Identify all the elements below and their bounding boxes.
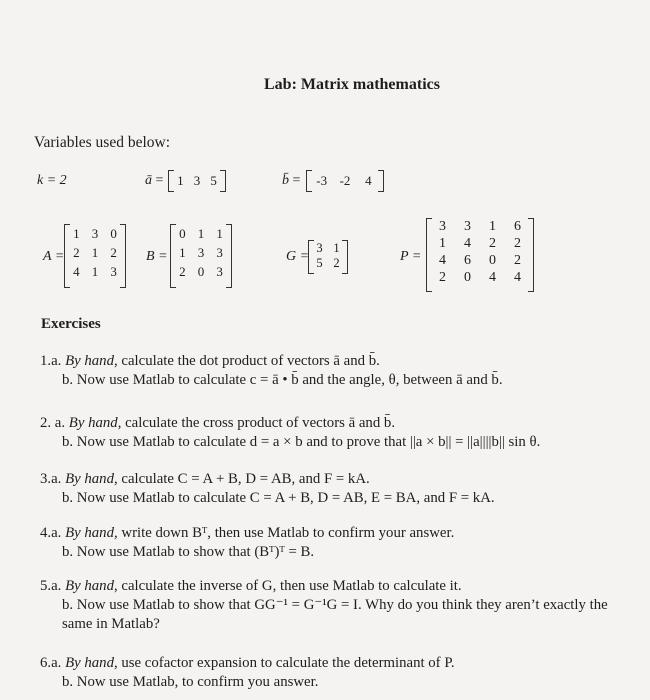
exercise-2: 2. a. By hand, calculate the cross product of vectors ā and b̄. b. Now use Matlab to calculate d = a × b and to prove that ||a × b|| = ||a||||b|| sin θ. bbox=[40, 415, 541, 450]
vector-a: ā = bbox=[145, 173, 164, 188]
matrix-b-label: B = bbox=[146, 249, 168, 264]
matrix-p-label: P = bbox=[400, 249, 422, 264]
variables-heading: Variables used below: bbox=[34, 134, 171, 151]
k-definition: k = 2 bbox=[37, 173, 67, 188]
exercise-3: 3.a. By hand, calculate C = A + B, D = AB, and F = kA. b. Now use Matlab to calculate C = A + B, D = AB, E = BA, and F = kA. bbox=[40, 471, 495, 506]
vector-b-name: b̄ bbox=[282, 173, 289, 188]
vector-a-name: ā bbox=[145, 173, 152, 188]
matrix-a-label: A = bbox=[43, 249, 65, 264]
page-title: Lab: Matrix mathematics bbox=[264, 76, 440, 93]
matrix-a: 1 3 0 2 1 2 4 1 3 bbox=[64, 224, 126, 288]
matrix-g: 3 1 5 2 bbox=[308, 240, 348, 274]
vector-a-values: 1 3 5 bbox=[168, 170, 226, 192]
vector-b-values: -3 -2 4 bbox=[306, 170, 384, 192]
matrix-p: 3 3 1 6 1 4 2 2 4 6 0 2 2 0 4 4 bbox=[426, 218, 534, 292]
exercise-6: 6.a. By hand, use cofactor expansion to calculate the determinant of P. b. Now use Matlab, to confirm you answer. bbox=[40, 655, 455, 690]
exercises-heading: Exercises bbox=[41, 316, 101, 332]
exercise-5: 5.a. By hand, calculate the inverse of G, then use Matlab to calculate it. b. Now use Matlab to show that GG⁻¹ = G⁻¹G = I. Why do you think they aren’t exactly the same in Matlab? bbox=[40, 578, 608, 632]
exercise-1: 1.a. By hand, calculate the dot product of vectors ā and b̄. b. Now use Matlab to calculate c = ā • b̄ and the angle, θ, between ā and b̄. bbox=[40, 353, 503, 388]
matrix-g-label: G = bbox=[286, 249, 310, 264]
vector-b: b̄ = bbox=[282, 173, 301, 188]
exercise-4: 4.a. By hand, write down Bᵀ, then use Matlab to confirm your answer. b. Now use Matlab to show that (Bᵀ)ᵀ = B. bbox=[40, 525, 455, 560]
matrix-b: 0 1 1 1 3 3 2 0 3 bbox=[170, 224, 232, 288]
